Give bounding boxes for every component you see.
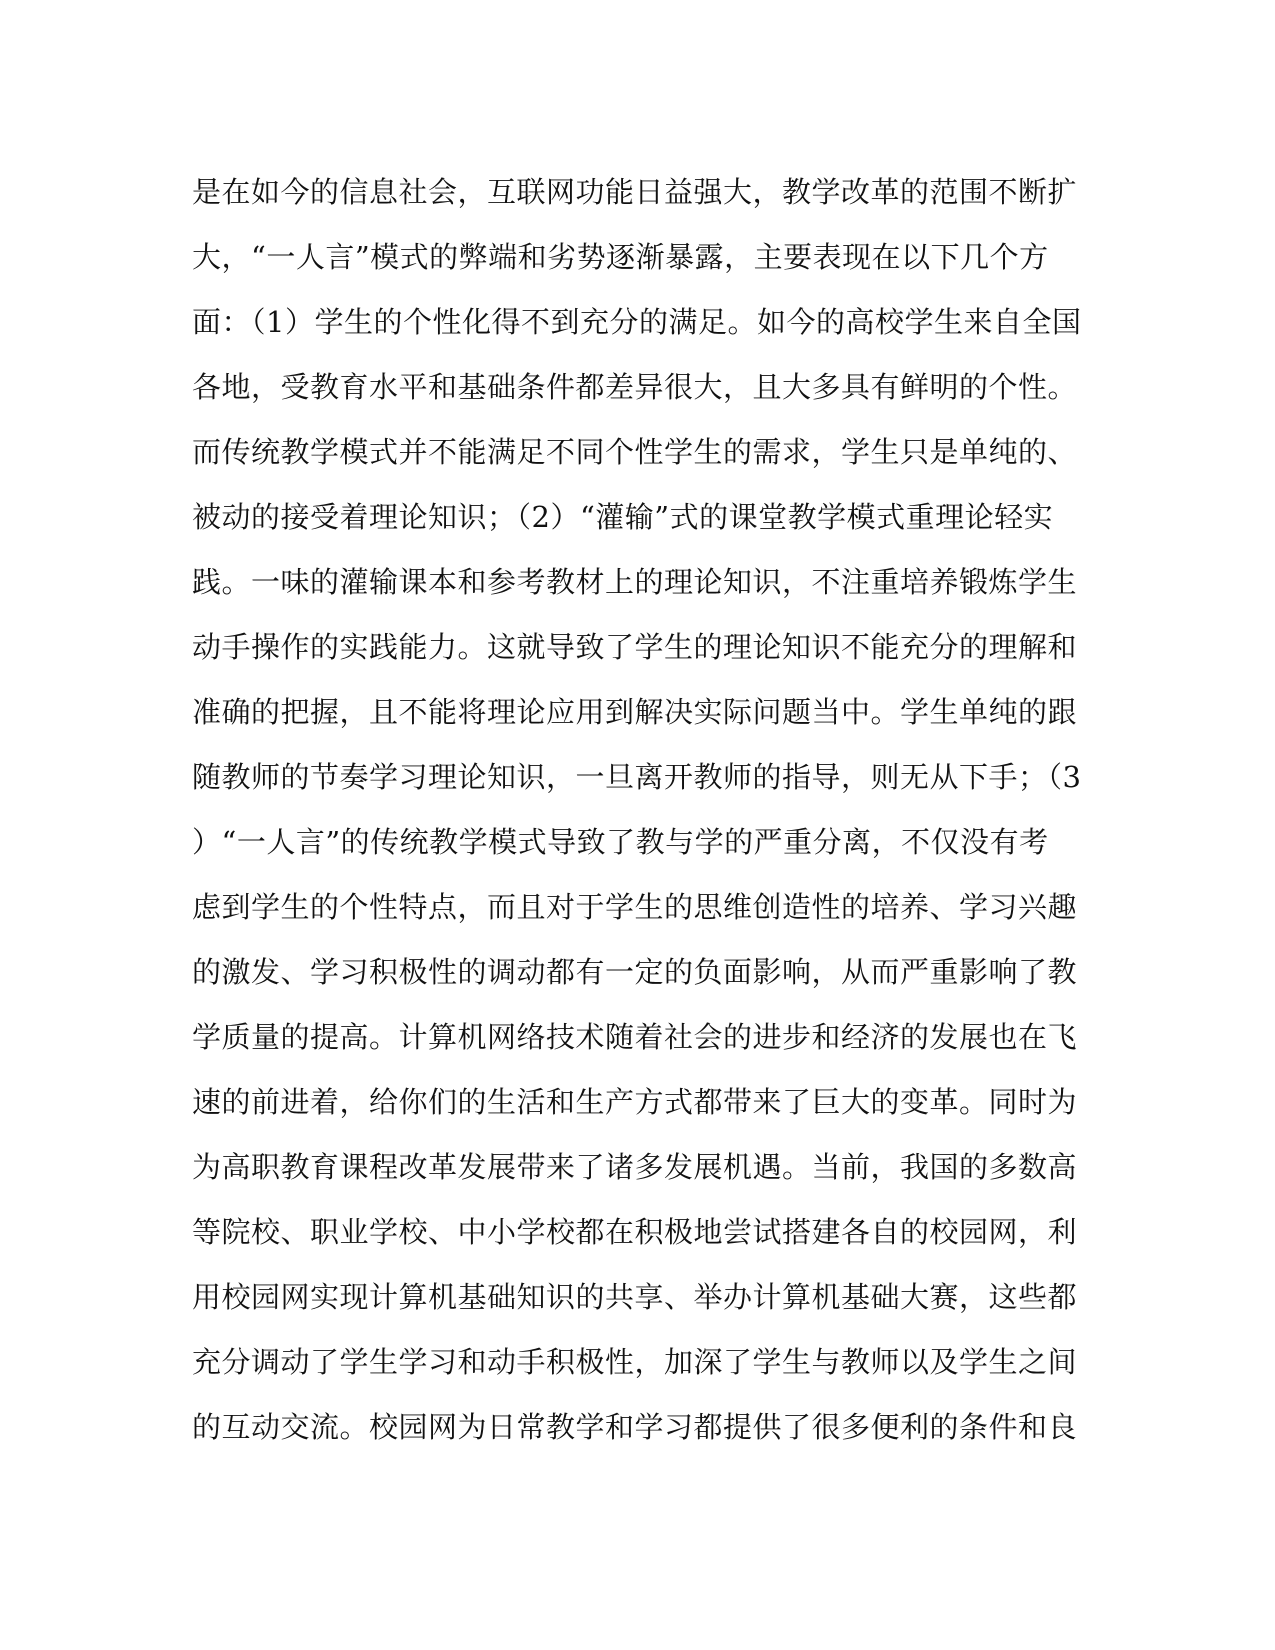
text-line: 动手操作的实践能力。这就导致了学生的理论知识不能充分的理解和 xyxy=(192,630,1078,664)
text-line: 虑到学生的个性特点，而且对于学生的思维创造性的培养、学习兴趣 xyxy=(192,890,1078,924)
text-line: 面：（1）学生的个性化得不到充分的满足。如今的高校学生来自全国 xyxy=(192,305,1082,339)
body-paragraph xyxy=(192,160,1092,1460)
text-line: 的互动交流。校园网为日常教学和学习都提供了很多便利的条件和良 xyxy=(192,1410,1078,1444)
text-line: 随教师的节奏学习理论知识，一旦离开教师的指导，则无从下手；（3 xyxy=(192,760,1082,794)
text-line: 学质量的提高。计算机网络技术随着社会的进步和经济的发展也在飞 xyxy=(192,1020,1078,1054)
text-line: 大，“一人言”模式的弊端和劣势逐渐暴露，主要表现在以下几个方 xyxy=(192,240,1049,274)
text-line: 被动的接受着理论知识；（2）“灌输”式的课堂教学模式重理论轻实 xyxy=(192,500,1054,534)
text-line: 践。一味的灌输课本和参考教材上的理论知识，不注重培养锻炼学生 xyxy=(192,565,1078,599)
text-line: 速的前进着，给你们的生活和生产方式都带来了巨大的变革。同时为 xyxy=(192,1085,1078,1119)
text-line: ）“一人言”的传统教学模式导致了教与学的严重分离，不仅没有考 xyxy=(192,825,1049,859)
text-line: 等院校、职业学校、中小学校都在积极地尝试搭建各自的校园网，利 xyxy=(192,1215,1078,1249)
text-line: 充分调动了学生学习和动手积极性，加深了学生与教师以及学生之间 xyxy=(192,1345,1078,1379)
text-line: 为高职教育课程改革发展带来了诸多发展机遇。当前，我国的多数高 xyxy=(192,1150,1078,1184)
text-line: 而传统教学模式并不能满足不同个性学生的需求，学生只是单纯的、 xyxy=(192,435,1078,469)
text-line: 是在如今的信息社会，互联网功能日益强大，教学改革的范围不断扩 xyxy=(192,175,1078,209)
text-line: 的激发、学习积极性的调动都有一定的负面影响，从而严重影响了教 xyxy=(192,955,1078,989)
text-line: 各地，受教育水平和基础条件都差异很大，且大多具有鲜明的个性。 xyxy=(192,370,1078,404)
text-line: 用校园网实现计算机基础知识的共享、举办计算机基础大赛，这些都 xyxy=(192,1280,1078,1314)
text-line: 准确的把握，且不能将理论应用到解决实际问题当中。学生单纯的跟 xyxy=(192,695,1078,729)
